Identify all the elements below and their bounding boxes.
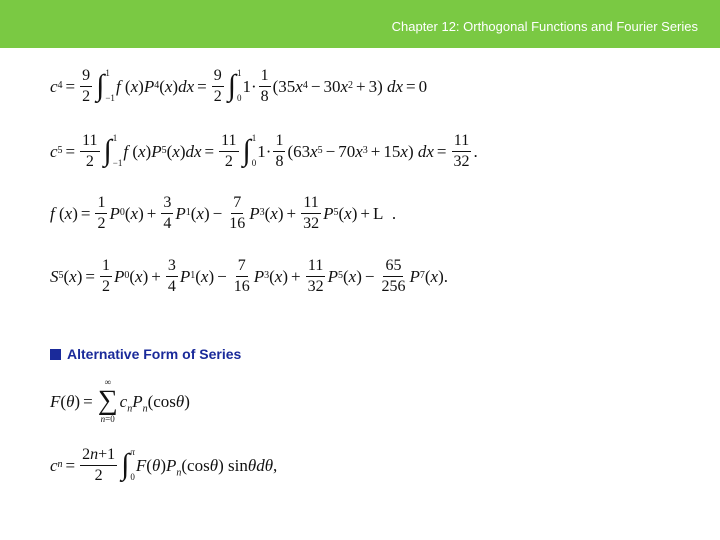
header-bar [0,0,720,48]
equation-F-theta: F ( θ ) = ∞ ∑ n=0 $c_nP_n$ (cos θ ) [50,377,190,424]
chapter-title: Chapter 12: Orthogonal Functions and Fourier Series [391,19,698,34]
equation-f-series: f ( x ) = $\frac{1}{2}$ P 0 ( x ) + $\frac{3}{4}$ P 1 ( x ) − $\frac{7}{16}$ P 3 ( x ) + $\frac{11}{32}$ P 5 ( x ) + L . [50,193,397,232]
equation-c4: c 4 = $\frac{9}{2}$ ∫ 1 −1 f ( x ) P 4 ( x ) dx = $\frac{9}{2}$ ∫ 1 0 1· $\frac{1}{8}$ (35 x 4 − 30 x 2 + 3) dx = 0 [50,66,428,105]
square-bullet-icon [50,349,61,360]
section-heading-text: Alternative Form of Series [67,346,242,362]
equation-s5: S 5 ( x ) = $\frac{1}{2}$ P 0 ( x ) + $\frac{3}{4}$ P 1 ( x ) − $\frac{7}{16}$ P 3 ( x ) + $\frac{11}{32}$ P 5 ( x ) − $\frac{65}{256}$ P 7 ( x ). [50,256,449,295]
section-heading [50,346,241,362]
equation-c5: c 5 = $\frac{11}{2}$ ∫ 1 −1 f ( x ) P 5 ( x ) dx = $\frac{11}{2}$ ∫ 1 0 1· $\frac{1}{8}$ (63 x 5 − 70 x 3 + 15 x ) dx = $\frac{11}{32}$ . [50,131,478,170]
equation-cn: c n = $\frac{2n+1}{2}$ ∫ π 0 F ( θ ) $P_n$ (cos θ ) sin θ dθ , [50,445,278,484]
